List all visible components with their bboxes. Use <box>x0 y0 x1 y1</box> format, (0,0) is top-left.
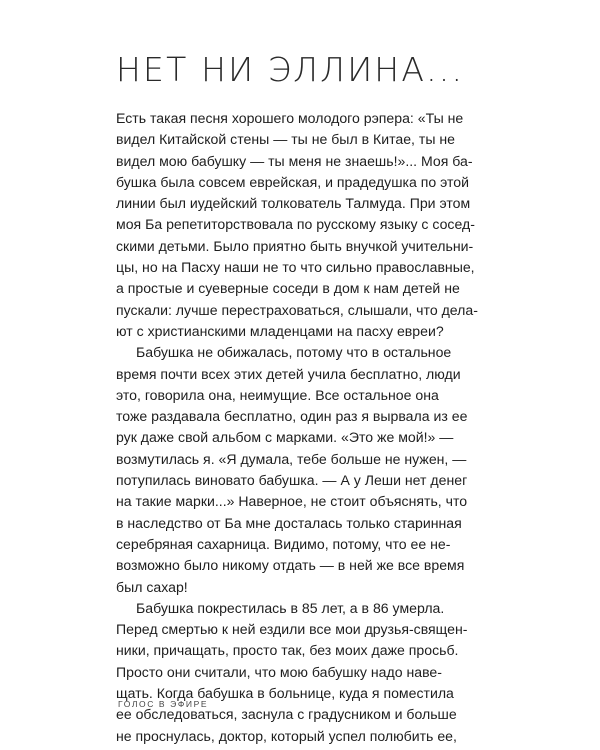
text-line: моя Ба репетиторствовала по русскому языку с сосед- <box>116 216 475 233</box>
text-line: Просто они считали, что мою бабушку надо наве- <box>116 663 442 680</box>
text-line: возмутилась я. «Я думала, тебе больше не нужен, — <box>116 450 467 467</box>
text-line: видел мою бабушку — ты меня не знаешь!»... Моя ба- <box>116 152 473 169</box>
text-line: возможно было никому отдать — в ней же все время <box>116 557 465 574</box>
text-line: Бабушка не обижалась, потому что в остальное <box>136 344 452 361</box>
text-line: Перед смертью к ней ездили все мои друзья-священ- <box>116 621 468 638</box>
text-line: в наследство от Ба мне досталась только старинная <box>116 514 462 531</box>
text-line: линии был иудейский толкователь Талмуда. При этом <box>116 195 471 212</box>
text-line: а простые и суеверные соседи в дом к нам детей не <box>116 280 460 297</box>
text-line: потупилась виновато бабушка. — А у Леши нет денег <box>116 472 468 489</box>
text-line: цы, но на Пасху наши не то что сильно православные, <box>116 259 475 276</box>
text-line: был сахар! <box>116 578 188 595</box>
text-line: на такие марки...» Наверное, не стоит объяснять, что <box>116 493 468 510</box>
text-line: пускали: лучше перестраховаться, слышали, что дела- <box>116 301 478 318</box>
text-line: бушка была совсем еврейская, и прадедушка по этой <box>116 173 470 190</box>
text-line: время почти всех этих детей учила бесплатно, люди <box>116 365 461 382</box>
text-line: ют с христианскими младенцами на пасху евреи? <box>116 322 444 339</box>
chapter-title: НЕТ НИ ЭЛЛИНА... <box>116 50 465 89</box>
text-line: это, говорила она, неимущие. Все остальное она <box>116 386 439 403</box>
text-line: не проснулась, доктор, который успел полюбить ее, <box>116 727 457 744</box>
text-line: тоже раздавала бесплатно, один раз я вырвала из ее <box>116 408 468 425</box>
text-line: ее обследоваться, заснула с градусником и больше <box>116 706 457 723</box>
text-line: щать. Когда бабушка в больнице, куда я поместила <box>116 685 454 702</box>
text-line: видел Китайской стены — ты не был в Китае, ты не <box>116 131 455 148</box>
text-line: ники, причащать, просто так, без моих даже просьб. <box>116 642 459 659</box>
text-line: Бабушка покрестилась в 85 лет, а в 86 умерла. <box>136 599 445 616</box>
text-line: серебряная сахарница. Видимо, потому, что ее не- <box>116 535 451 552</box>
text-line: скими детьми. Было приятно быть внучкой учительни- <box>116 237 474 254</box>
text-line: рук даже свой альбом с марками. «Это же мой!» — <box>116 429 454 446</box>
text-line: Есть такая песня хорошего молодого рэпера: «Ты не <box>116 110 464 126</box>
running-footer: ГОЛОС В ЭФИРЕ <box>118 699 209 709</box>
body-text <box>116 108 486 747</box>
